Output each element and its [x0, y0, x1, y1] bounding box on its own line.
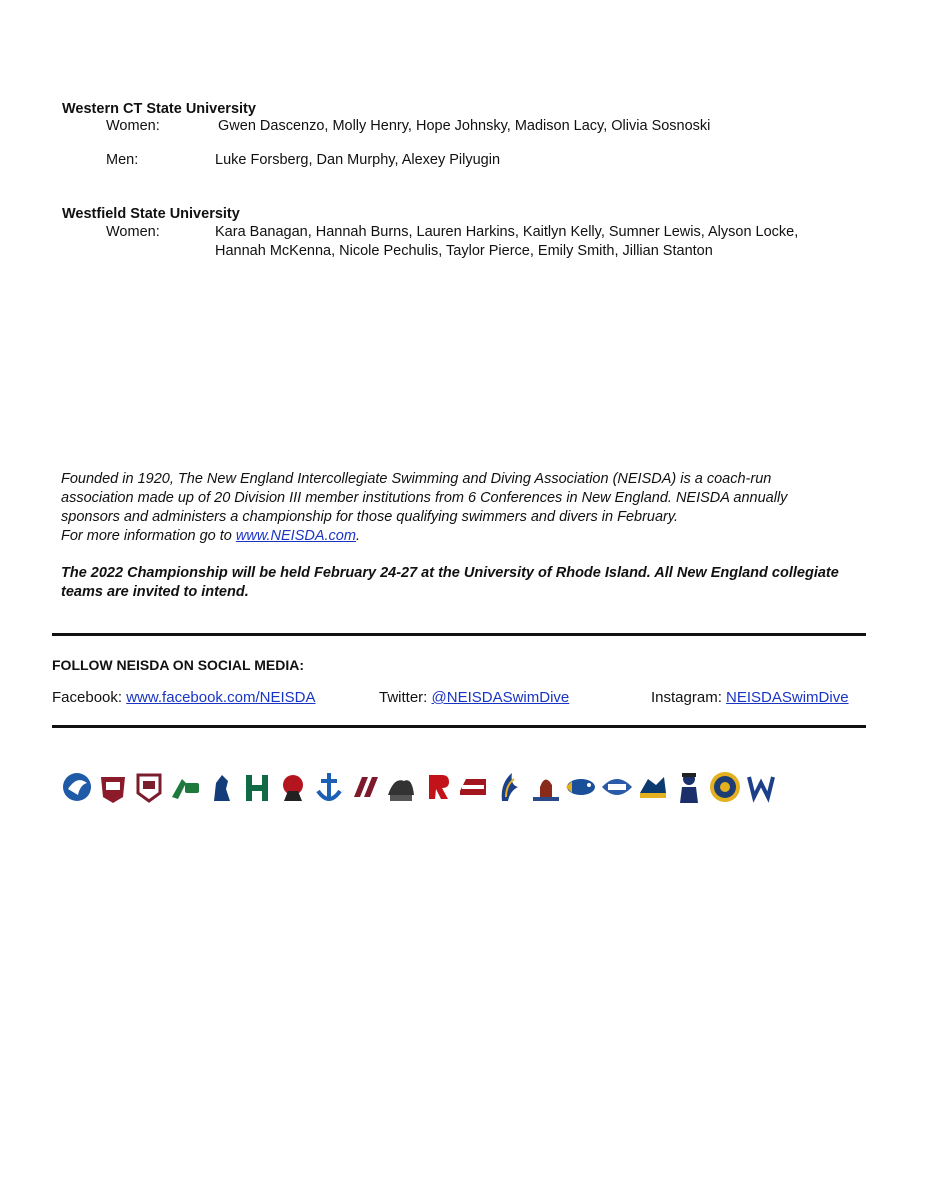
men-roster: Luke Forsberg, Dan Murphy, Alexey Pilyugin — [215, 152, 501, 168]
women-label: Women: — [106, 224, 160, 240]
twitter-label: Twitter: — [379, 689, 432, 706]
women-roster: Gwen Dascenzo, Molly Henry, Hope Johnsky, Madison Lacy, Olivia Sosnoski — [218, 118, 711, 134]
member-logos-strip — [60, 766, 868, 808]
instagram-item — [651, 689, 849, 706]
divider — [52, 725, 866, 728]
about-line: Founded in 1920, The New England Intercollegiate Swimming and Diving Association (NEISDA) is a coach-run — [61, 471, 772, 487]
une-logo — [600, 767, 634, 807]
falcon-logo — [60, 767, 94, 807]
championship-notice — [61, 564, 871, 602]
facebook-label: Facebook: — [52, 689, 127, 706]
warrior-logo — [276, 767, 310, 807]
about-paragraph — [61, 470, 861, 546]
instagram-link[interactable]: NEISDASwimDive — [726, 689, 849, 706]
anchor-logo — [312, 767, 346, 807]
w-logo — [744, 767, 778, 807]
neisda-website-link[interactable]: www.NEISDA.com — [235, 528, 356, 544]
wordmark-logo — [456, 767, 490, 807]
facebook-link[interactable]: www.facebook.com/NEISDA — [126, 689, 316, 706]
about-line — [61, 527, 861, 546]
about-line: sponsors and administers a championship for those qualifying swimmers and divers in February. — [61, 509, 679, 525]
school-heading: Westfield State University — [62, 206, 240, 222]
crest-logo — [132, 767, 166, 807]
shield-logo — [96, 767, 130, 807]
knight-logo — [204, 767, 238, 807]
h-logo — [240, 767, 274, 807]
social-heading: FOLLOW NEISDA ON SOCIAL MEDIA: — [52, 657, 304, 673]
eagle-logo — [492, 767, 526, 807]
championship-line: teams are invited to intend. — [61, 584, 249, 600]
mascot-logo — [384, 767, 418, 807]
twitter-item — [379, 689, 569, 706]
fish-logo — [564, 767, 598, 807]
letters-logo — [348, 767, 382, 807]
school-heading: Western CT State University — [62, 101, 256, 117]
twitter-link[interactable]: @NEISDASwimDive — [431, 689, 570, 706]
women-label: Women: — [106, 118, 160, 134]
about-line-prefix: For more information go to — [61, 528, 236, 544]
about-line: association made up of 20 Division III member institutions from 6 Conferences in New England. NEISDA annually — [61, 490, 788, 506]
women-roster-line: Hannah McKenna, Nicole Pechulis, Taylor Pierce, Emily Smith, Jillian Stanton — [215, 243, 713, 259]
about-line-suffix: . — [355, 528, 360, 544]
facebook-item — [52, 689, 315, 706]
ec-logo — [168, 767, 202, 807]
patriot-logo — [672, 767, 706, 807]
divider — [52, 633, 866, 636]
bear-logo — [636, 767, 670, 807]
men-label: Men: — [106, 152, 139, 168]
instagram-label: Instagram: — [651, 689, 727, 706]
championship-line: The 2022 Championship will be held February 24-27 at the University of Rhode Island. All New England collegiate — [61, 565, 839, 581]
r-logo — [420, 767, 454, 807]
spartan-logo — [528, 767, 562, 807]
women-roster-line: Kara Banagan, Hannah Burns, Lauren Harkins, Kaitlyn Kelly, Sumner Lewis, Alyson Locke, — [215, 224, 799, 240]
seal-logo — [708, 767, 742, 807]
